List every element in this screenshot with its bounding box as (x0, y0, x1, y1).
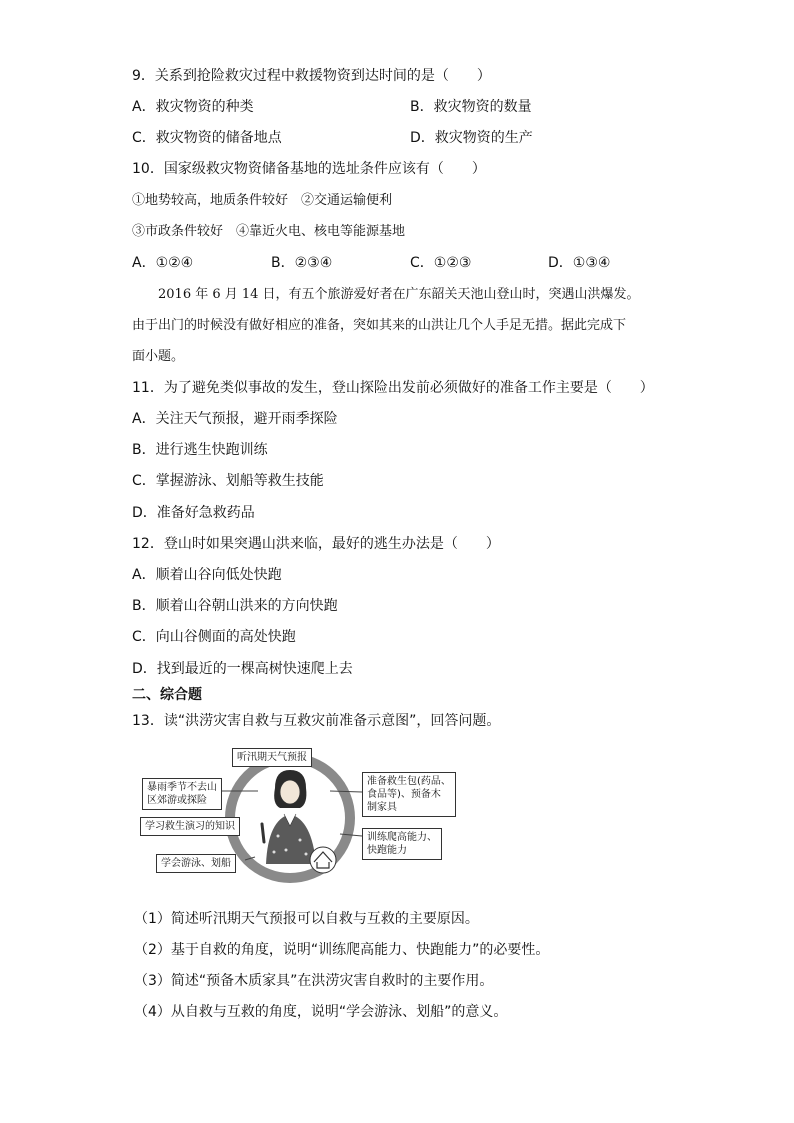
q11-stem: 11．为了避免类似事故的发生，登山探险出发前必须做好的准备工作主要是（ ） (132, 380, 654, 396)
q12-option-a: A．顺着山谷向低处快跑 (132, 567, 282, 583)
passage-line-2: 由于出门的时候没有做好相应的准备，突如其来的山洪让几个人手足无措。据此完成下 (132, 318, 627, 333)
q11-option-c: C．掌握游泳、划船等救生技能 (132, 473, 324, 489)
q9-option-d: D．救灾物资的生产 (410, 130, 533, 146)
q10-option-a: A．①②④ (132, 255, 194, 271)
q9-option-c: C．救灾物资的储备地点 (132, 130, 282, 146)
q11-option-b: B．进行逃生快跑训练 (132, 442, 268, 458)
label-left-3: 学会游泳、划船 (156, 854, 236, 873)
label-left-2: 学习救生演习的知识 (140, 817, 240, 836)
q13-subquestion-3: （3）简述“预备木质家具”在洪涝灾害自救时的主要作用。 (134, 973, 494, 989)
label-right-2: 训练爬高能力、 快跑能力 (362, 828, 442, 860)
q11-option-d: D．准备好急救药品 (132, 505, 255, 521)
q9-option-a: A．救灾物资的种类 (132, 99, 254, 115)
house-emblem (310, 847, 336, 873)
q9-option-b: B．救灾物资的数量 (410, 99, 532, 115)
woman-figure (262, 770, 316, 864)
q10-option-b: B．②③④ (271, 255, 333, 271)
label-left-1: 暴雨季节不去山 区郊游或探险 (142, 778, 222, 810)
q11-option-a: A．关注天气预报，避开雨季探险 (132, 411, 338, 427)
flood-preparation-diagram (140, 744, 451, 884)
passage-line-1: 2016 年 6 月 14 日，有五个旅游爱好者在广东韶关天池山登山时，突遇山洪爆发。 (158, 287, 640, 302)
connector-right-1 (330, 791, 362, 792)
q13-subquestion-1: （1）简述听汛期天气预报可以自救与互救的主要原因。 (134, 911, 479, 927)
q12-option-c: C．向山谷侧面的高处快跑 (132, 629, 296, 645)
q9-stem: 9．关系到抢险救灾过程中救援物资到达时间的是（ ） (132, 68, 491, 84)
q12-option-b: B．顺着山谷朝山洪来的方向快跑 (132, 598, 338, 614)
q12-stem: 12．登山时如果突遇山洪来临，最好的逃生办法是（ ） (132, 536, 500, 552)
q13-subquestion-4: （4）从自救与互救的角度，说明“学会游泳、划船”的意义。 (134, 1004, 508, 1020)
q12-option-d: D．找到最近的一棵高树快速爬上去 (132, 661, 353, 677)
q10-stem: 10．国家级救灾物资储备基地的选址条件应该有（ ） (132, 161, 486, 177)
q10-choice-line-2: ③市政条件较好 ④靠近火电、核电等能源基地 (132, 224, 406, 239)
q10-option-d: D．①③④ (548, 255, 611, 271)
q10-choice-line-1: ①地势较高，地质条件较好 ②交通运输便利 (132, 193, 393, 208)
label-top: 听汛期天气预报 (232, 748, 312, 767)
section-title: 二、综合题 (132, 687, 202, 703)
q13-stem: 13．读“洪涝灾害自救与互救灾前准备示意图”，回答问题。 (132, 713, 501, 729)
label-right-1: 准备救生包(药品、 食品等)、预备木 制家具 (362, 772, 456, 817)
passage-line-3: 面小题。 (132, 349, 185, 364)
q10-option-c: C．①②③ (410, 255, 472, 271)
q13-subquestion-2: （2）基于自救的角度，说明“训练爬高能力、快跑能力”的必要性。 (134, 942, 550, 958)
